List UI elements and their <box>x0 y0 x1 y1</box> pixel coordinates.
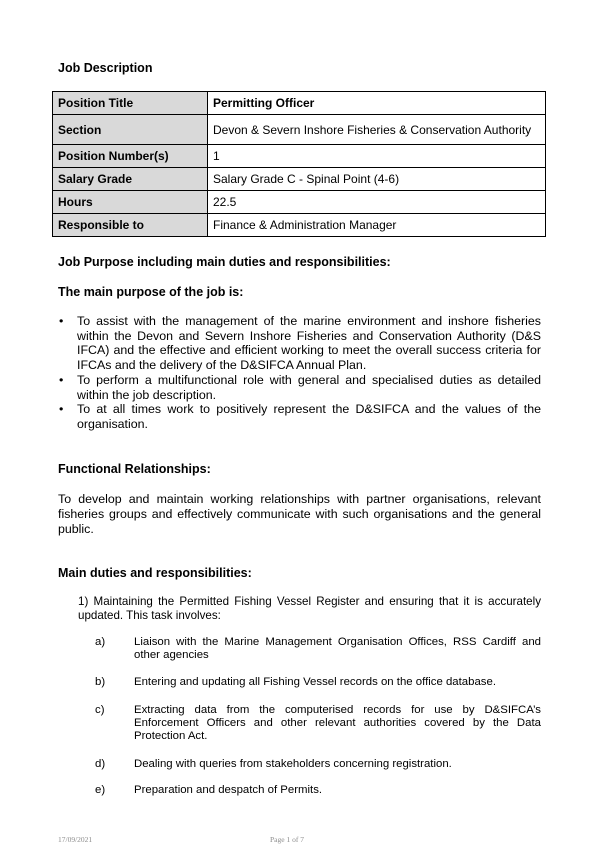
table-value: 22.5 <box>208 191 546 214</box>
item-letter: a) <box>95 636 106 648</box>
functional-relationships-heading: Functional Relationships: <box>58 462 211 476</box>
functional-relationships-text: To develop and maintain working relationships with partner organisations, relevant fisheries groups and effectively communicate with such organisations and the general public. <box>58 492 541 536</box>
table-row <box>53 115 546 145</box>
table-row <box>53 145 546 168</box>
table-row <box>53 92 546 115</box>
table-row <box>53 214 546 237</box>
table-row <box>53 191 546 214</box>
table-value: Finance & Administration Manager <box>208 214 546 237</box>
duty-1-intro: 1) Maintaining the Permitted Fishing Vessel Register and ensuring that it is accurately updated. This task involves: <box>78 595 541 622</box>
list-item-text: To at all times work to positively represent the D&SIFCA and the values of the organisation. <box>77 402 541 431</box>
list-item-text: To assist with the management of the marine environment and inshore fisheries within the Devon and Severn Inshore Fisheries and Conservation Authority (D&S IFCA) and the effective and efficient working to meet the overall success criteria for IFCAs and the delivery of the D&SIFCA Annual Plan. <box>77 314 541 373</box>
item-letter: c) <box>95 704 105 716</box>
item-text: Entering and updating all Fishing Vessel records on the office database. <box>134 676 496 688</box>
item-text: Dealing with queries from stakeholders concerning registration. <box>134 758 452 770</box>
document-title: Job Description <box>58 61 153 75</box>
bullet-icon: • <box>59 402 64 417</box>
table-key: Salary Grade <box>53 168 208 191</box>
item-letter: d) <box>95 758 106 770</box>
table-value: Salary Grade C - Spinal Point (4-6) <box>208 168 546 191</box>
table-value: Devon & Severn Inshore Fisheries & Conservation Authority <box>208 115 546 145</box>
table-key: Position Number(s) <box>53 145 208 168</box>
table-value: 1 <box>208 145 546 168</box>
item-letter: e) <box>95 784 106 796</box>
table-value: Permitting Officer <box>208 92 546 115</box>
item-text: Extracting data from the computerised records for use by D&SIFCA’s Enforcement Officers and other relevant authorities covered by the Data Protection Act. <box>134 704 541 742</box>
table-key: Position Title <box>53 92 208 115</box>
bullet-icon: • <box>59 372 64 387</box>
list-item-text: To perform a multifunctional role with general and specialised duties as detailed within the job description. <box>77 372 541 402</box>
list-item <box>58 373 541 402</box>
item-text: Liaison with the Marine Management Organisation Offices, RSS Cardiff and other agencies <box>134 636 541 661</box>
item-text: Preparation and despatch of Permits. <box>134 784 323 796</box>
table-key: Section <box>53 115 208 145</box>
bullet-icon: • <box>59 314 64 328</box>
table-row <box>53 168 546 191</box>
list-item <box>58 314 541 373</box>
job-purpose-heading: Job Purpose including main duties and responsibilities: <box>58 255 391 269</box>
item-letter: b) <box>95 676 106 688</box>
list-item <box>58 402 541 431</box>
table-key: Hours <box>53 191 208 214</box>
table-key: Responsible to <box>53 214 208 237</box>
job-info-table <box>52 91 546 237</box>
footer-page-number: Page 1 of 7 <box>270 835 304 844</box>
footer-date: 17/09/2021 <box>58 835 93 844</box>
purpose-list <box>58 314 541 432</box>
main-duties-heading: Main duties and responsibilities: <box>58 566 252 580</box>
main-purpose-heading: The main purpose of the job is: <box>58 285 244 299</box>
